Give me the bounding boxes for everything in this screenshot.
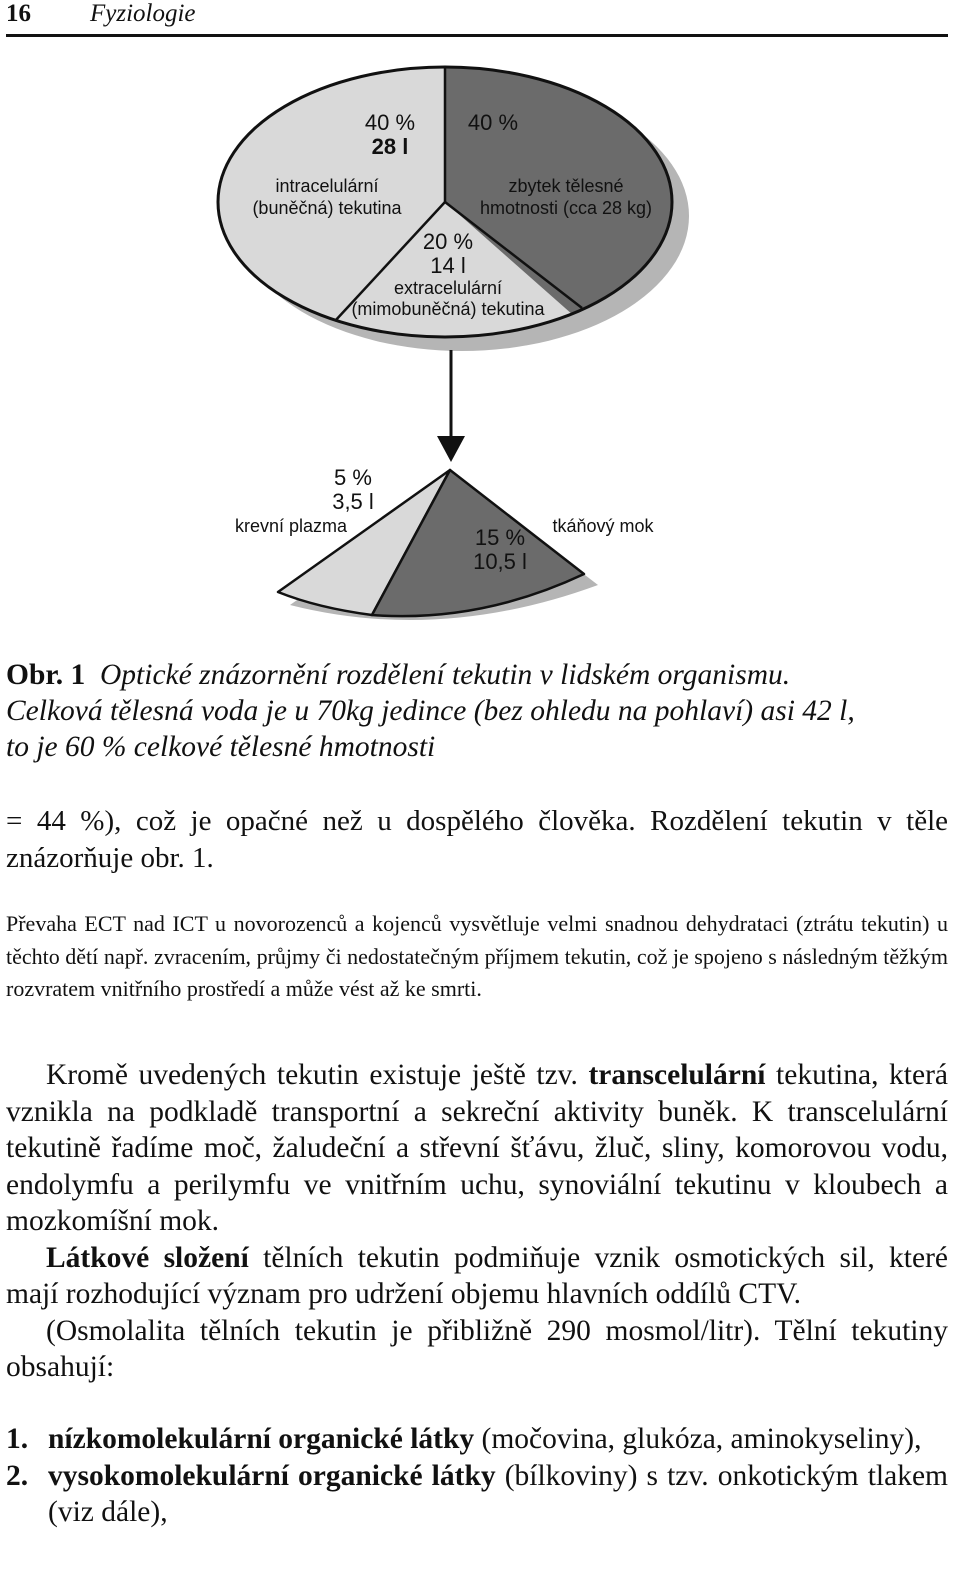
term-transcellular: transcelulární	[588, 1059, 766, 1091]
running-title: Fyziologie	[90, 0, 196, 27]
paragraph-2: Převaha ECT nad ICT u novorozenců a kojenců vysvětluje velmi snadnou dehydrataci (ztrátu tekutin) u těchto dětí např. zvracením, průjmy či nedostatečným příjmem tekutin, což je spojeno s následným těžkým rozvratem vnitřního prostředí a může vést až ke smrti.	[6, 911, 948, 1001]
term-composition: Látkové složení	[46, 1241, 249, 1274]
ecf-label-1: extracelulární	[393, 278, 503, 298]
rest-label-2: hmotnosti (cca 28 kg)	[479, 198, 653, 218]
page-number: 16	[6, 0, 31, 27]
caption-line-2: Celková tělesná voda je u 70kg jedince (bez ohledu na pohlaví) asi 42 l,	[6, 695, 855, 727]
substance-list	[6, 1421, 948, 1531]
paragraph-1: = 44 %), což je opačné než u dospělého člověka. Rozdělení tekutin v těle znázorňuje obr. 1.	[6, 805, 948, 874]
icf-label-1: intracelulární	[275, 176, 379, 196]
plasma-percent: 5 %	[334, 465, 372, 490]
ecf-percent: 20 %	[422, 229, 474, 254]
rest-label-1: zbytek tělesné	[508, 176, 624, 196]
rest-percent: 40 %	[467, 110, 519, 135]
fluid-distribution-figure	[0, 40, 960, 640]
caption-line-1: Optické znázornění rozdělení tekutin v lidském organismu.	[100, 659, 791, 691]
list-item: 2. vysokomolekulární organické látky (bílkoviny) s tzv. onkotickým tlakem (viz dále),	[6, 1459, 948, 1528]
list-item: 1. nízkomolekulární organické látky (močovina, glukóza, aminokyseliny),	[6, 1423, 922, 1455]
figure-caption	[6, 657, 951, 765]
paragraph-3: Kromě uvedených tekutin existuje ještě tzv. transcelulární tekutina, která vznikla na podkladě transportní a sekreční aktivity buněk. K transcelulární tekutině řadíme moč, žaludeční a střevní šťávu, žluč, sliny, komorovou vodu, endolymfu a perilymfu ve vnitřním uchu, synoviální tekutinu v kloubech a mozkomíšní mok. Látkové složení tělních tekutin podmiňuje vznik osmotických sil, které mají rozhodující význam pro udržení objemu hlavních oddílů CTV. (Osmolalita tělních tekutin je přibližně 290 mosmol/litr). Tělní tekutiny obsahují:	[6, 1059, 948, 1383]
plasma-label: krevní plazma	[234, 516, 348, 536]
icf-volume: 28 l	[371, 134, 409, 159]
tissue-volume: 10,5 l	[473, 549, 527, 574]
page-header	[6, 0, 948, 37]
ecf-label-2: (mimobuněčná) tekutina	[351, 299, 545, 319]
icf-percent: 40 %	[364, 110, 416, 135]
plasma-volume: 3,5 l	[332, 489, 374, 514]
ecf-volume: 14 l	[430, 253, 466, 278]
tissue-label: tkáňový mok	[552, 516, 654, 536]
tissue-percent: 15 %	[474, 525, 526, 550]
arrow-head	[437, 436, 465, 462]
caption-line-3: to je 60 % celkové tělesné hmotnosti	[6, 731, 436, 763]
icf-label-2: (buněčná) tekutina	[252, 198, 402, 218]
caption-label: Obr. 1	[6, 659, 86, 691]
